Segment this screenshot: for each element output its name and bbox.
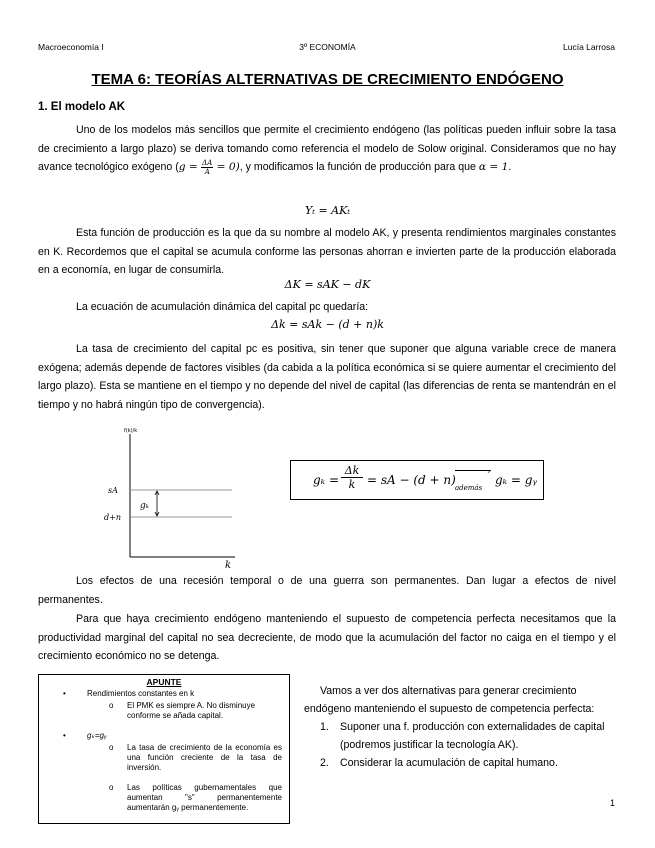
section-heading: 1. El modelo AK xyxy=(38,101,126,113)
equation-production: Yₜ = AKₜ xyxy=(304,204,351,217)
paragraph-endogenous xyxy=(38,610,616,666)
page-number: 1 xyxy=(609,798,615,808)
p4-text: La tasa de crecimiento del capital pc es positiva, sin tener que suponer que alguna variable crece de manera exógena; además depende de factores visibles (da cabida a la política económica si se quiere aumentar el crecimiento del largo plazo). Esta se mantiene en el tiempo y no depende del nivel de capital (las diferencias de renta se mantendrán en el tiempo y no habrá ningún tipo de convergencia). xyxy=(38,343,616,411)
apunte-note-box xyxy=(38,674,290,824)
apunte-sub-2a: La tasa de crecimiento de la economía es una función creciente de la tasa de inversión. xyxy=(127,743,282,772)
formula-rhs: = sA − (d + n) xyxy=(367,473,456,487)
apunte-sub-1a-marker: o xyxy=(109,701,114,710)
sa-line-label: sA xyxy=(108,486,118,495)
paragraph-growth xyxy=(38,340,616,414)
header-course: Macroeconomía I xyxy=(38,42,104,52)
apunte-title: APUNTE xyxy=(146,677,182,687)
graph-x-label: k xyxy=(225,560,232,571)
alternative-item-2-text: Considerar la acumulación de capital humano. xyxy=(340,757,558,769)
header-author: Lucía Larrosa xyxy=(563,42,615,52)
formula-den: k xyxy=(348,478,356,491)
apunte-bullet-1: Rendimientos constantes en k xyxy=(87,689,195,698)
paragraph-dynamic xyxy=(38,298,616,317)
page-title: TEMA 6: TEORÍAS ALTERNATIVAS DE CRECIMIENTO ENDÓGENO xyxy=(91,71,564,88)
p1-text-a: Uno de los modelos más sencillos que permite el crecimiento endógeno (las políticas pueden influir sobre la tasa de crecimiento a largo plazo) se deriva tomando como referencia el modelo de Solow original. Consideramos que no hay avance tecnológico exógeno ( xyxy=(38,124,616,174)
apunte-sub-1a: El PMK es siempre A. No disminuye conforme se añada capital. xyxy=(127,701,256,720)
paragraph-ak xyxy=(38,224,616,280)
apunte-bullet-2-marker: • xyxy=(63,731,66,740)
gap-label: gₖ xyxy=(140,501,150,511)
equation-capital: ΔK = sAK − dK xyxy=(284,278,371,291)
p6-text: Para que haya crecimiento endógeno manteniendo el supuesto de competencia perfecta necesitamos que la productividad marginal del capital no sea decreciente, de modo que la acumulación del factor no caiga en el tiempo y el crecimiento económico no se detenga. xyxy=(38,613,616,663)
apunte-bullet-1-marker: • xyxy=(63,689,66,698)
p1-text-b: , y modificamos la función de producción para que xyxy=(239,161,479,174)
p2-text: Esta función de producción es la que da su nombre al modelo AK, y presenta rendimientos marginales constantes en K. Recordemos que el capital se acumula conforme las personas ahorran e invierten parte de la producción elaborada en a economía, en lugar de consumirla. xyxy=(38,227,616,277)
formula-result: gₖ = gᵧ xyxy=(495,473,537,487)
formula-num: Δk xyxy=(341,464,363,478)
formula-gk: gₖ xyxy=(313,473,326,487)
apunte-sub-2b: Las políticas gubernamentales que aumentan "s" permanentemente aumentarán gᵧ permanentemente. xyxy=(127,783,282,812)
p1-end: . xyxy=(508,161,512,174)
p1-eqzero: = 0) xyxy=(213,161,240,174)
delta-a-fraction xyxy=(201,159,213,176)
alternatives-intro xyxy=(304,682,624,718)
alternative-item-2-number: 2. xyxy=(320,757,329,769)
paragraph-recession xyxy=(38,572,616,609)
alternatives-intro-text: Vamos a ver dos alternativas para generar crecimiento endógeno manteniendo el supuesto de competencia perfecta: xyxy=(304,685,595,715)
formula-arrow-label: además xyxy=(455,484,483,492)
formula-fraction xyxy=(341,464,363,491)
graph-y-label: f(k)/k xyxy=(124,428,138,434)
alternative-item-1 xyxy=(304,718,624,754)
p3-text: La ecuación de acumulación dinámica del capital pc quedaría: xyxy=(76,301,369,313)
equation-capital-pc: Δk = sAk − (d + n)k xyxy=(271,318,384,331)
alternative-item-1-number: 1. xyxy=(320,721,329,733)
p1-alpha: α = 1 xyxy=(478,161,509,174)
p5-text: Los efectos de una recesión temporal o de una guerra son permanentes. Dan lugar a efectos de nivel permanentes. xyxy=(38,575,616,606)
alternative-item-1-text: Suponer una f. producción con externalidades de capital (podremos justificar la tecnología AK). xyxy=(340,721,605,751)
header-year: 3º ECONOMÍA xyxy=(299,42,356,52)
frac-num: ΔA xyxy=(202,158,213,167)
apunte-sub-2b-marker: o xyxy=(109,783,114,792)
formula-arrow xyxy=(455,470,491,471)
growth-formula-box xyxy=(290,460,544,500)
formula-arrowhead: › xyxy=(487,467,491,476)
alternative-item-2 xyxy=(304,754,624,772)
paragraph-intro xyxy=(38,121,616,177)
ak-model-graph xyxy=(100,422,240,572)
dn-line-label: d+n xyxy=(104,513,121,522)
frac-den: A xyxy=(204,167,210,176)
formula-eq-sign: = xyxy=(329,473,340,487)
apunte-sub-2a-marker: o xyxy=(109,743,114,752)
apunte-bullet-2: gₖ=gᵧ xyxy=(87,731,107,740)
alternatives-column xyxy=(304,682,624,772)
p1-g: g = xyxy=(178,161,202,174)
